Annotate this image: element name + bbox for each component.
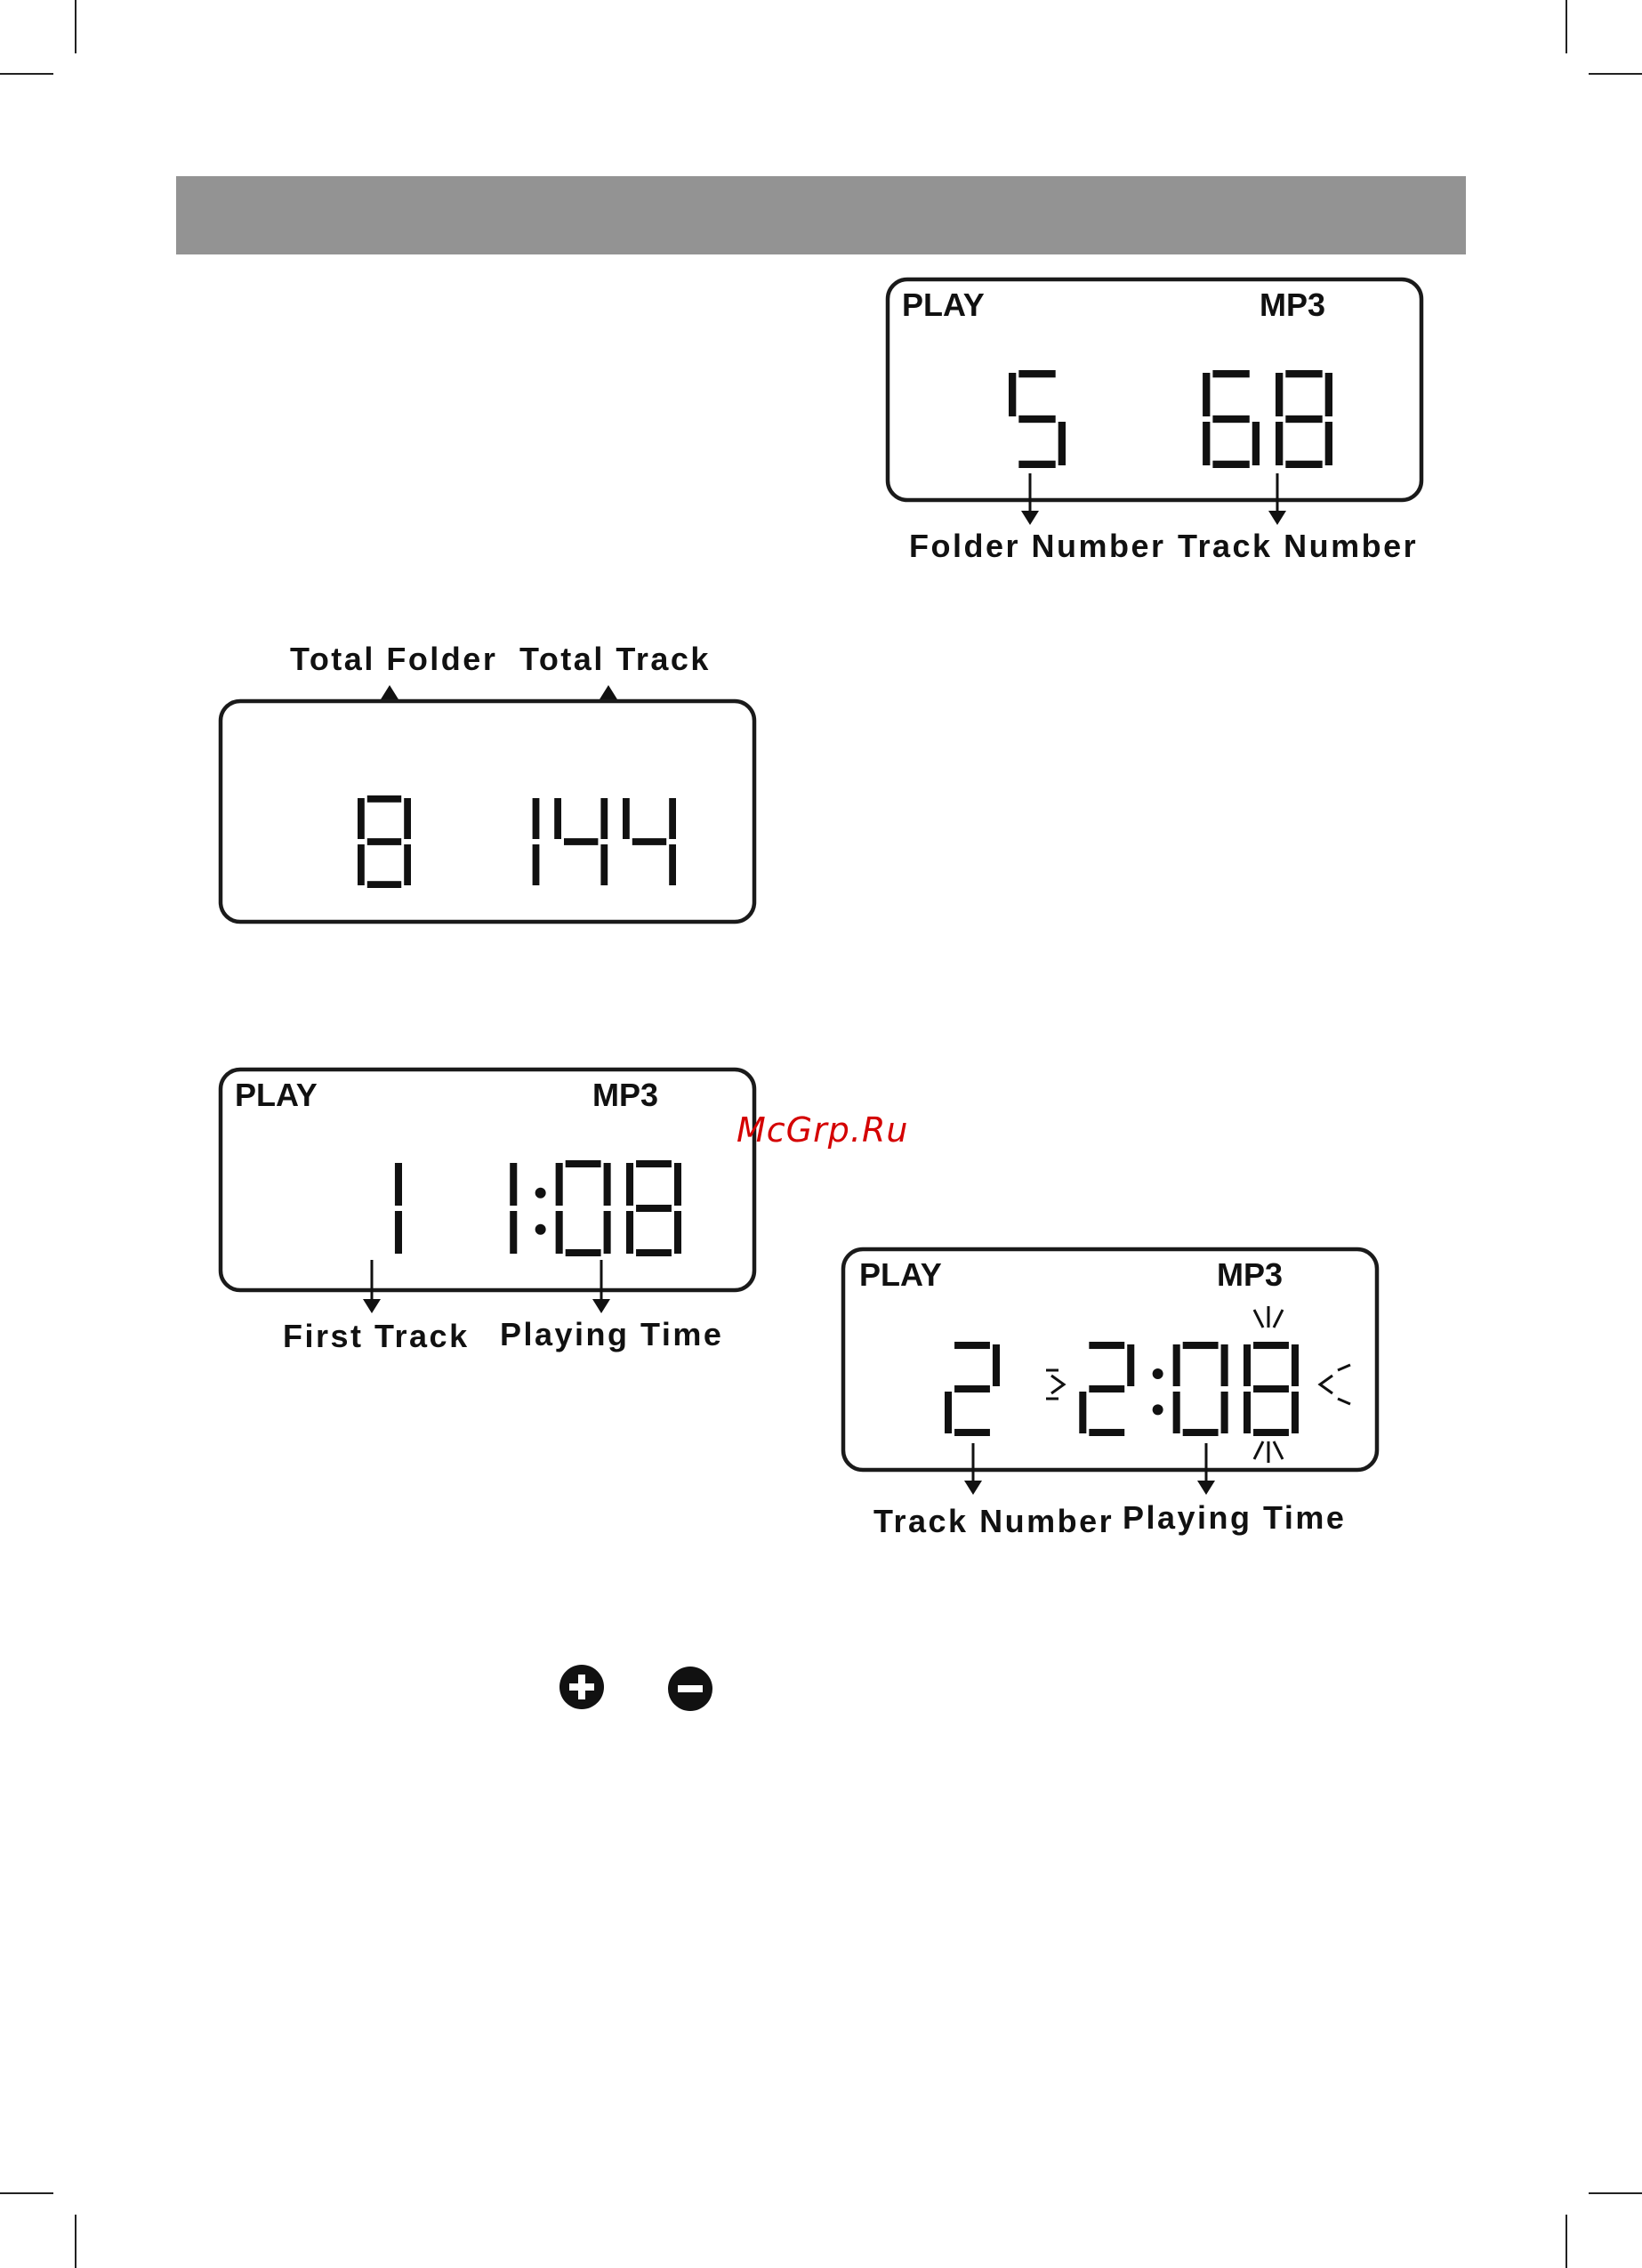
lcd-segment [674,1163,681,1206]
lcd-colon-dot [1153,1368,1163,1379]
lcd-display-folder-track [881,267,1432,578]
crop-mark [1589,73,1642,75]
lcd-segment [1079,1392,1086,1433]
lcd-segment [1285,461,1322,468]
lcd-segment [1212,461,1249,468]
lcd-segment [632,838,666,845]
lcd-segment [604,1163,611,1206]
lcd-segment [1212,416,1249,423]
arrowhead [1021,511,1039,525]
lcd-segment [395,1211,402,1254]
lcd-segment [1127,1344,1134,1386]
lcd-segment [1276,373,1283,416]
lcd-segment [1183,1429,1219,1436]
lcd-segment [669,798,676,839]
mode-label: PLAY [902,287,985,323]
caption-first-track: First Track [283,1318,470,1354]
crop-mark [0,73,53,75]
lcd-display-totals [213,623,765,934]
lcd-segment [1173,1392,1180,1433]
lcd-segment [600,844,608,885]
lcd-segment [1173,1344,1180,1386]
plus-button[interactable] [559,1664,605,1710]
arrowhead [363,1299,381,1313]
lcd-segment [1183,1342,1219,1349]
lcd-segment [1253,1429,1289,1436]
lcd-segment [566,1160,601,1167]
lcd-segment [674,1211,681,1254]
caption-track-number: Track Number [873,1503,1115,1539]
arrowhead [381,685,398,699]
lcd-segment [1325,422,1332,465]
format-label: MP3 [592,1077,659,1113]
lcd-segment [367,795,401,803]
mode-label: PLAY [235,1077,318,1113]
lcd-segment [604,1211,611,1254]
lcd-segment [1018,416,1055,423]
lcd-segment [395,1163,402,1206]
lcd-segment [1292,1344,1299,1386]
arrowhead [592,1299,610,1313]
lcd-segment [1018,370,1055,377]
caption-total-folder: Total Folder [290,641,498,677]
lcd-display-blinking-time [836,1240,1388,1552]
caption-track-number: Track Number [1178,528,1419,564]
crop-mark [1566,2215,1567,2268]
arrowhead [1197,1481,1215,1495]
lcd-segment [1325,373,1332,416]
lcd-segment [954,1342,990,1349]
caption-folder-number: Folder Number [909,528,1166,564]
lcd-segment [1252,422,1260,465]
lcd-segment [510,1211,517,1254]
format-label: MP3 [1260,287,1326,323]
lcd-segment [404,844,411,885]
lcd-segment [1221,1344,1228,1386]
lcd-segment [1089,1429,1124,1436]
caption-total-track: Total Track [519,641,711,677]
lcd-segment [993,1344,1000,1386]
crop-mark [0,2192,53,2194]
lcd-segment [533,844,540,885]
caption-playing-time: Playing Time [500,1316,724,1352]
lcd-segment [600,798,608,839]
format-label: MP3 [1217,1256,1284,1293]
arrowhead [1268,511,1286,525]
lcd-segment [566,1249,601,1256]
mode-label: PLAY [859,1256,942,1293]
lcd-segment [556,1163,563,1206]
lcd-segment [1018,461,1055,468]
lcd-segment [1244,1392,1251,1433]
lcd-segment [564,838,598,845]
lcd-segment [556,1211,563,1254]
lcd-segment [626,1211,633,1254]
lcd-segment [1285,416,1322,423]
caption-playing-time: Playing Time [1123,1499,1347,1536]
lcd-segment [636,1249,672,1256]
lcd-colon-dot [535,1224,546,1235]
crop-mark [75,0,76,53]
crop-mark [1589,2192,1642,2194]
lcd-segment [367,838,401,845]
lcd-segment [669,844,676,885]
lcd-segment [1253,1385,1289,1392]
lcd-colon-dot [1153,1404,1163,1415]
lcd-segment [954,1429,990,1436]
lcd-segment [954,1385,990,1392]
lcd-segment [636,1160,672,1167]
lcd-segment [1285,370,1322,377]
lcd-segment [1292,1392,1299,1433]
lcd-segment [1221,1392,1228,1433]
lcd-segment [367,881,401,888]
lcd-segment [404,798,411,839]
lcd-segment [510,1163,517,1206]
lcd-segment [1089,1342,1124,1349]
section-header-bar [176,176,1466,254]
minus-button[interactable] [667,1666,713,1712]
lcd-display-first-track [213,1059,765,1370]
crop-mark [1566,0,1567,53]
lcd-segment [1058,422,1066,465]
lcd-segment [623,798,630,839]
crop-mark [75,2215,76,2268]
lcd-segment [945,1392,952,1433]
lcd-segment [533,798,540,839]
lcd-segment [636,1205,672,1212]
lcd-segment [1089,1385,1124,1392]
lcd-segment [1203,422,1210,465]
lcd-segment [1276,422,1283,465]
lcd-segment [626,1163,633,1206]
lcd-segment [1212,370,1249,377]
lcd-segment [1203,373,1210,416]
lcd-segment [358,798,365,839]
watermark: McGrp.Ru [736,1110,909,1150]
lcd-segment [554,798,561,839]
lcd-segment [1244,1344,1251,1386]
arrowhead [964,1481,982,1495]
lcd-segment [1253,1342,1289,1349]
lcd-segment [1009,373,1016,416]
arrowhead [600,685,617,699]
lcd-colon-dot [535,1188,546,1199]
lcd-segment [358,844,365,885]
